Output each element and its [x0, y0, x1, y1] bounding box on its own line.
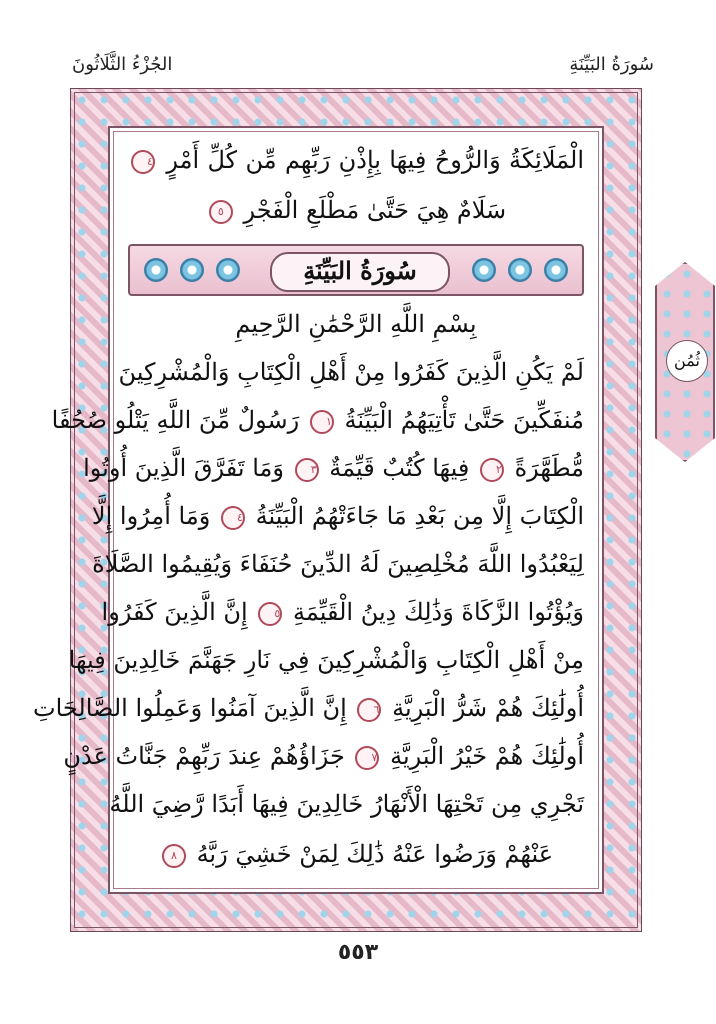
verse-text: وَمَا أُمِرُوا إِلَّا [91, 502, 211, 530]
verse-text: أُولَٰئِكَ هُمْ خَيْرُ الْبَرِيَّةِ [390, 742, 584, 770]
ayah-marker: ٧ [355, 746, 379, 770]
rosette-ornament-icon [216, 258, 240, 282]
basmala [128, 308, 584, 340]
verse-text: وَمَا تَفَرَّقَ الَّذِينَ أُوتُوا [83, 454, 284, 482]
verse-text: إِنَّ الَّذِينَ آمَنُوا وَعَمِلُوا الصَّالِحَاتِ [33, 694, 347, 722]
ayah-marker: ٣ [295, 458, 319, 482]
verse-line [91, 500, 584, 532]
ayah-marker: ٥ [209, 200, 233, 224]
ayah-marker: ٨ [162, 844, 186, 868]
ayah-marker: ٦ [357, 698, 381, 722]
rosette-ornament-icon [544, 258, 568, 282]
verse-text: مُّطَهَّرَةً [514, 454, 584, 482]
verse-text: فِيهَا كُتُبٌ قَيِّمَةٌ [329, 454, 470, 482]
verse-line [128, 838, 584, 870]
verse-text: إِنَّ الَّذِينَ كَفَرُوا [101, 598, 248, 626]
verse-text: الْكِتَابَ إِلَّا مِن بَعْدِ مَا جَاءَتْهُمُ الْبَيِّنَةُ [255, 502, 584, 530]
verse-text: وَيُؤْتُوا الزَّكَاةَ وَذَٰلِكَ دِينُ الْقَيِّمَةِ [292, 598, 584, 626]
verse-line [63, 740, 584, 772]
rosette-ornament-icon [508, 258, 532, 282]
ayah-marker: ٢ [480, 458, 504, 482]
rosette-ornament-icon [472, 258, 496, 282]
verse-line [101, 596, 584, 628]
verse-text: سَلَامٌ هِيَ حَتَّىٰ مَطْلَعِ الْفَجْرِ [243, 196, 507, 224]
verse-line [128, 194, 584, 226]
verse-text: بِسْمِ اللَّهِ الرَّحْمَٰنِ الرَّحِيمِ [235, 310, 477, 338]
verse-line [109, 788, 584, 820]
verse-text: جَزَاؤُهُمْ عِندَ رَبِّهِمْ جَنَّاتُ عَدْنٍ [63, 742, 345, 770]
verse-text: تَجْرِي مِن تَحْتِهَا الْأَنْهَارُ خَالِدِينَ فِيهَا أَبَدًا رَّضِيَ اللَّهُ [109, 790, 584, 818]
verse-text: مِنْ أَهْلِ الْكِتَابِ وَالْمُشْرِكِينَ فِي نَارِ جَهَنَّمَ خَالِدِينَ فِيهَا [68, 646, 584, 674]
verse-line [92, 548, 584, 580]
ayah-marker: ٥ [258, 602, 282, 626]
verse-text: مُنفَكِّينَ حَتَّىٰ تَأْتِيَهُمُ الْبَيِّنَةُ [344, 406, 584, 434]
verse-text: أُولَٰئِكَ هُمْ شَرُّ الْبَرِيَّةِ [392, 694, 584, 722]
rosette-ornament-icon [180, 258, 204, 282]
verse-line [118, 356, 584, 388]
surah-title: سُورَةُ البَيِّنَةِ [270, 252, 450, 292]
verse-line [128, 144, 584, 176]
ayah-marker: ٤ [221, 506, 245, 530]
surah-name-header: سُورَةُ البَيِّنَةِ [569, 54, 654, 75]
page-number: ٥٥٣ [337, 940, 379, 965]
verse-line [33, 692, 584, 724]
juz-name-header: الجُزْءُ الثَّلَاثُونَ [72, 54, 173, 75]
verse-line [68, 644, 584, 676]
ayah-marker: ١ [310, 410, 334, 434]
verse-text: رَسُولٌ مِّنَ اللَّهِ يَتْلُو صُحُفًا [51, 406, 300, 434]
ayah-marker: ٤ [131, 150, 155, 174]
verse-line [51, 404, 584, 436]
hizb-marker-label: ثُمُن [666, 340, 708, 382]
verse-text: لِيَعْبُدُوا اللَّهَ مُخْلِصِينَ لَهُ الدِّينَ حُنَفَاءَ وَيُقِيمُوا الصَّلَاةَ [92, 550, 584, 578]
verse-text: الْمَلَائِكَةُ وَالرُّوحُ فِيهَا بِإِذْنِ رَبِّهِم مِّن كُلِّ أَمْرٍ [166, 146, 584, 174]
rosette-ornament-icon [144, 258, 168, 282]
verse-text: لَمْ يَكُنِ الَّذِينَ كَفَرُوا مِنْ أَهْلِ الْكِتَابِ وَالْمُشْرِكِينَ [118, 358, 584, 386]
surah-title-banner [128, 244, 584, 296]
verse-line [83, 452, 584, 484]
verse-text: عَنْهُمْ وَرَضُوا عَنْهُ ذَٰلِكَ لِمَنْ خَشِيَ رَبَّهُ [196, 840, 554, 868]
